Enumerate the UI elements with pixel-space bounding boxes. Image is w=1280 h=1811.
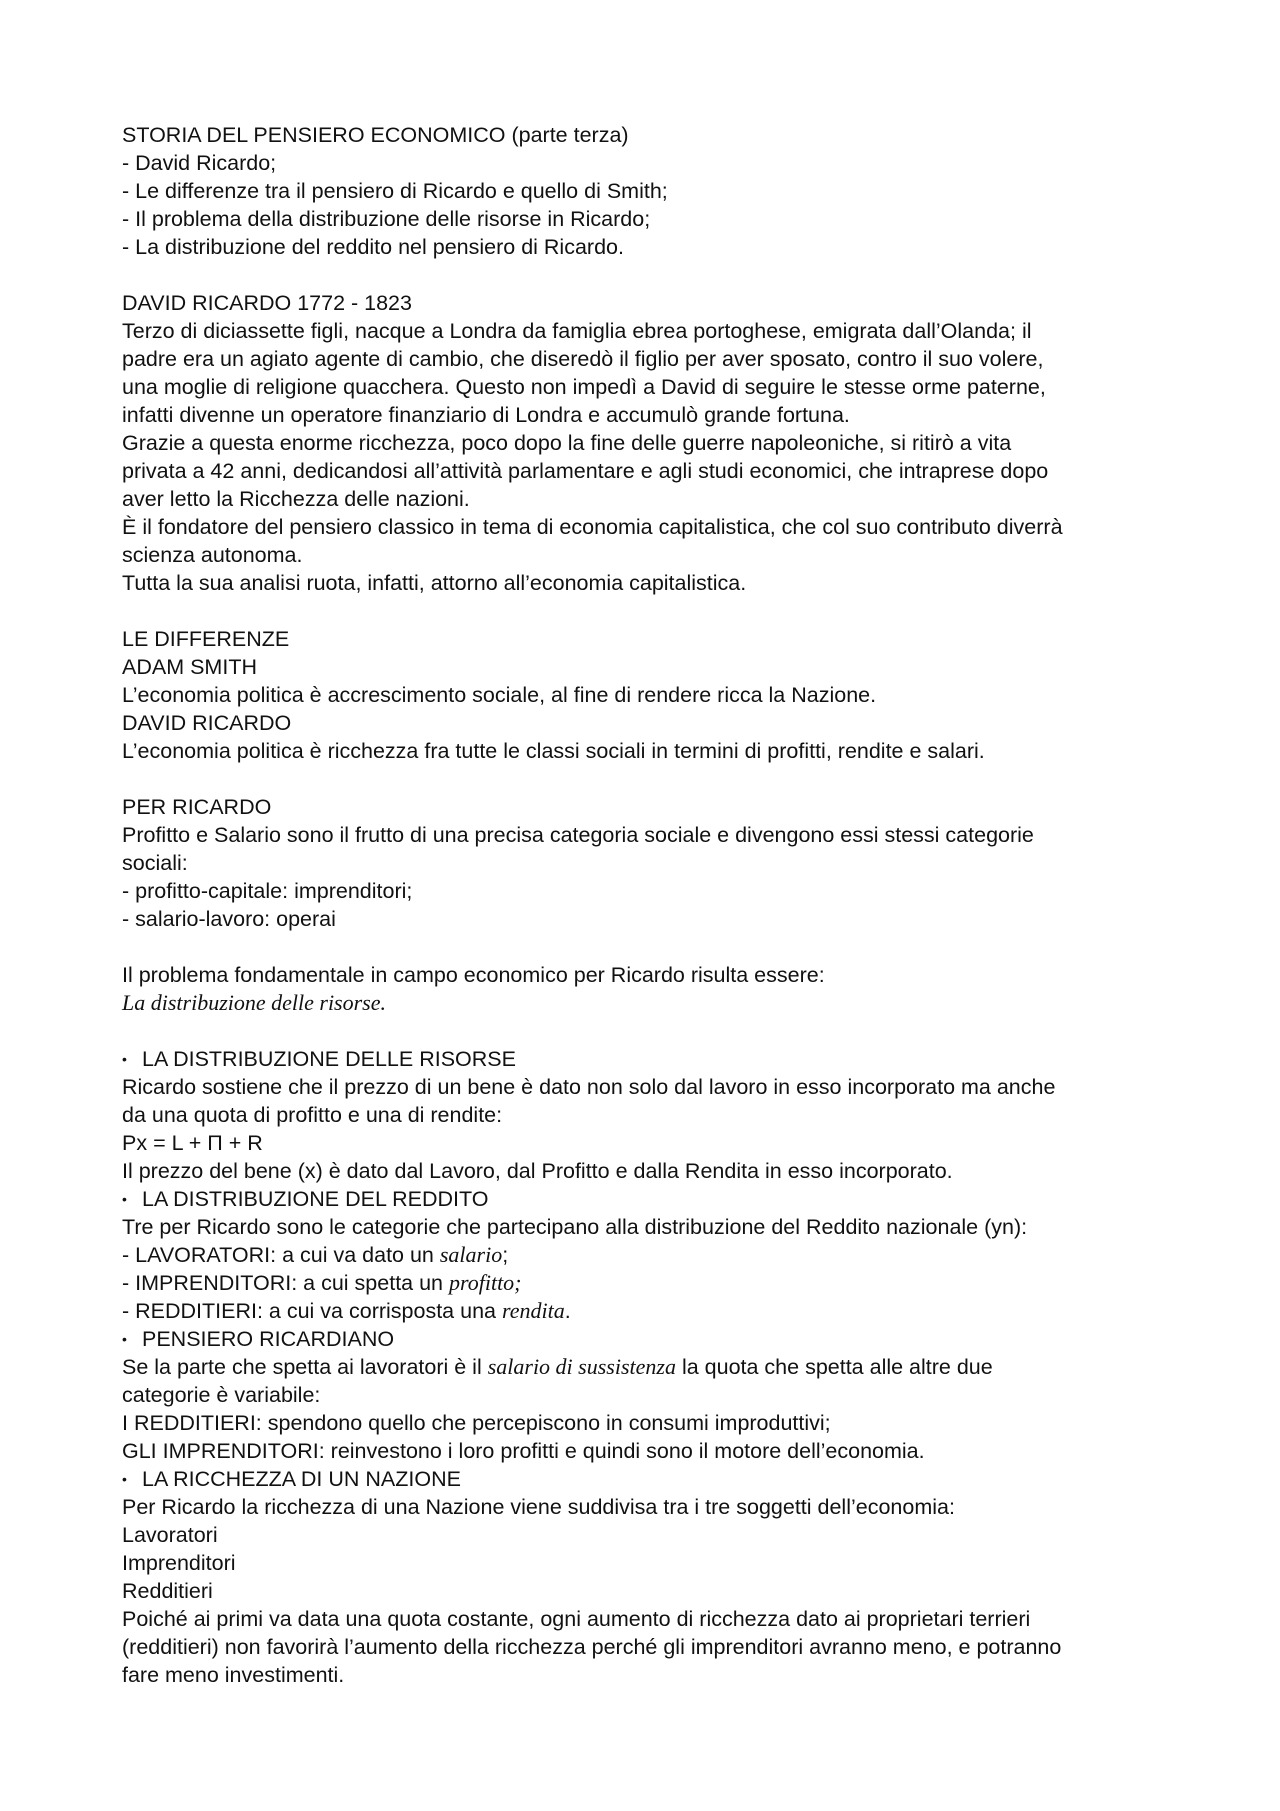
ricchezza-heading-row — [122, 1465, 1220, 1493]
reddito-item-text: - REDDITIERI: a cui va corrisposta una — [122, 1299, 502, 1323]
ricchezza-line: (redditieri) non favorirà l’aumento della ricchezza perché gli imprenditori avranno meno, e potranno — [122, 1635, 1062, 1659]
ricardo-text: L’economia politica è ricchezza fra tutte le classi sociali in termini di profitti, rendite e salari. — [122, 739, 985, 763]
per-ricardo-heading: PER RICARDO — [122, 795, 272, 819]
spacer — [122, 933, 1220, 961]
risorse-line: da una quota di profitto e una di rendite: — [122, 1103, 503, 1127]
reddito-line: Tre per Ricardo sono le categorie che partecipano alla distribuzione del Reddito nazionale (yn): — [122, 1215, 1028, 1239]
bullet-icon: • — [122, 1191, 127, 1207]
smith-text: L’economia politica è accrescimento sociale, al fine di rendere ricca la Nazione. — [122, 683, 877, 707]
ricchezza-line: Per Ricardo la ricchezza di una Nazione viene suddivisa tra i tre soggetti dell’economia: — [122, 1495, 955, 1519]
reddito-heading: LA DISTRIBUZIONE DEL REDDITO — [142, 1187, 489, 1211]
problema-italic: La distribuzione delle risorse. — [122, 990, 387, 1015]
bio-line: Tutta la sua analisi ruota, infatti, attorno all’economia capitalistica. — [122, 571, 747, 595]
bio-heading: DAVID RICARDO 1772 - 1823 — [122, 291, 412, 315]
reddito-item-suffix: ; — [502, 1243, 509, 1267]
bullet-icon: • — [122, 1471, 127, 1487]
ricchezza-line: Lavoratori — [122, 1523, 218, 1547]
bio-line: una moglie di religione quacchera. Questo non impedì a David di seguire le stesse orme paterne, — [122, 375, 1046, 399]
intro-item: - Le differenze tra il pensiero di Ricardo e quello di Smith; — [122, 179, 668, 203]
pensiero-line — [122, 1353, 1220, 1381]
per-ricardo-line: - profitto-capitale: imprenditori; — [122, 879, 413, 903]
differenze-heading: LE DIFFERENZE — [122, 627, 290, 651]
ricchezza-line: Imprenditori — [122, 1551, 236, 1575]
reddito-item-italic: salario — [439, 1242, 503, 1267]
reddito-item-text: - IMPRENDITORI: a cui spetta un — [122, 1271, 449, 1295]
risorse-line: Ricardo sostiene che il prezzo di un bene è dato non solo dal lavoro in esso incorporato ma anche — [122, 1075, 1056, 1099]
spacer — [122, 597, 1220, 625]
bio-line: infatti divenne un operatore finanziario di Londra e accumulò grande fortuna. — [122, 403, 850, 427]
problema-line: Il problema fondamentale in campo economico per Ricardo risulta essere: — [122, 963, 825, 987]
bio-line: Grazie a questa enorme ricchezza, poco dopo la fine delle guerre napoleoniche, si ritirò a vita — [122, 431, 1012, 455]
intro-item: - La distribuzione del reddito nel pensiero di Ricardo. — [122, 235, 624, 259]
bio-line: È il fondatore del pensiero classico in tema di economia capitalistica, che col suo contributo diverrà — [122, 515, 1063, 539]
bio-line: Terzo di diciassette figli, nacque a Londra da famiglia ebrea portoghese, emigrata dall’Olanda; il — [122, 319, 1032, 343]
pensiero-heading-row — [122, 1325, 1220, 1353]
bio-line: scienza autonoma. — [122, 543, 303, 567]
reddito-item-suffix: . — [564, 1299, 571, 1323]
bullet-icon: • — [122, 1051, 127, 1067]
intro-item: - Il problema della distribuzione delle risorse in Ricardo; — [122, 207, 651, 231]
risorse-heading-row — [122, 1045, 1220, 1073]
pensiero-heading: PENSIERO RICARDIANO — [142, 1327, 395, 1351]
spacer — [122, 765, 1220, 793]
pensiero-text: Se la parte che spetta ai lavoratori è il — [122, 1355, 488, 1379]
ricchezza-heading: LA RICCHEZZA DI UN NAZIONE — [142, 1467, 461, 1491]
reddito-item — [122, 1241, 1220, 1269]
per-ricardo-line: - salario-lavoro: operai — [122, 907, 336, 931]
reddito-item-italic: profitto; — [448, 1270, 522, 1295]
pensiero-line: GLI IMPRENDITORI: reinvestono i loro profitti e quindi sono il motore dell’economia. — [122, 1439, 925, 1463]
per-ricardo-line: sociali: — [122, 851, 188, 875]
spacer — [122, 261, 1220, 289]
spacer — [122, 1017, 1220, 1045]
reddito-item — [122, 1269, 1220, 1297]
pensiero-line: I REDDITIERI: spendono quello che percepiscono in consumi improduttivi; — [122, 1411, 831, 1435]
ricchezza-line: fare meno investimenti. — [122, 1663, 345, 1687]
bio-line: padre era un agiato agente di cambio, che diseredò il figlio per aver sposato, contro il suo volere, — [122, 347, 1044, 371]
reddito-item — [122, 1297, 1220, 1325]
pensiero-text: la quota che spetta alle altre due — [675, 1355, 993, 1379]
intro-item: - David Ricardo; — [122, 151, 277, 175]
bio-line: aver letto la Ricchezza delle nazioni. — [122, 487, 470, 511]
ricchezza-line: Poiché ai primi va data una quota costante, ogni aumento di ricchezza dato ai proprietari terrieri — [122, 1607, 1031, 1631]
reddito-item-italic: rendita — [501, 1298, 565, 1323]
ricardo-heading: DAVID RICARDO — [122, 711, 292, 735]
smith-heading: ADAM SMITH — [122, 655, 257, 679]
price-formula: Px = L + Π + R — [122, 1131, 263, 1155]
pensiero-italic: salario di sussistenza — [487, 1354, 676, 1379]
reddito-item-text: - LAVORATORI: a cui va dato un — [122, 1243, 440, 1267]
per-ricardo-line: Profitto e Salario sono il frutto di una precisa categoria sociale e divengono essi stessi categorie — [122, 823, 1034, 847]
formula-explanation: Il prezzo del bene (x) è dato dal Lavoro, dal Profitto e dalla Rendita in esso incorporato. — [122, 1159, 953, 1183]
ricchezza-line: Redditieri — [122, 1579, 213, 1603]
bullet-icon: • — [122, 1331, 127, 1347]
document-title: STORIA DEL PENSIERO ECONOMICO (parte terza) — [122, 123, 629, 147]
reddito-heading-row — [122, 1185, 1220, 1213]
bio-line: privata a 42 anni, dedicandosi all’attività parlamentare e agli studi economici, che intraprese dopo — [122, 459, 1049, 483]
risorse-heading: LA DISTRIBUZIONE DELLE RISORSE — [142, 1047, 516, 1071]
pensiero-line: categorie è variabile: — [122, 1383, 321, 1407]
